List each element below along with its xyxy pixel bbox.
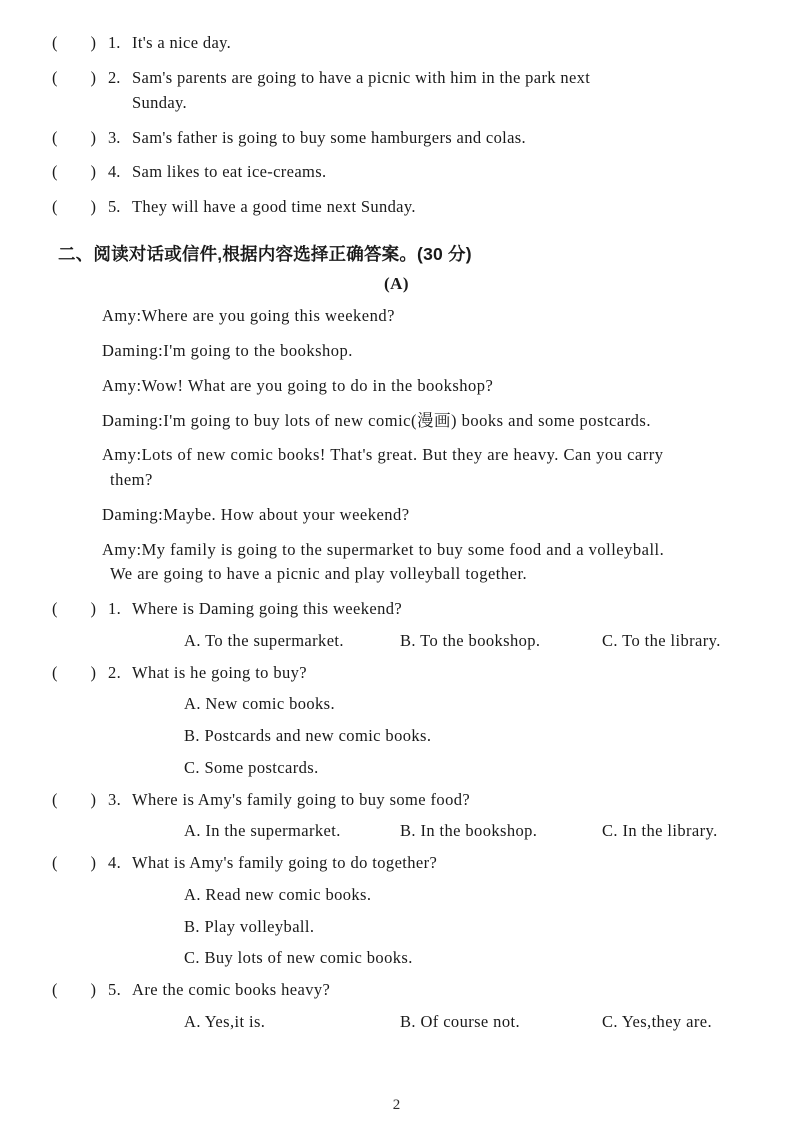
question-block (52, 978, 741, 1035)
item-text (132, 65, 741, 116)
answer-bracket[interactable]: ( ) (52, 662, 96, 682)
dialogue-line: Amy:Wow! What are you going to do in the bookshop? (102, 375, 494, 395)
option-row (52, 756, 741, 781)
option-row (52, 819, 741, 844)
option-a[interactable]: A. New comic books. (184, 694, 336, 714)
option-a[interactable]: A. To the supermarket. (184, 630, 344, 650)
answer-bracket[interactable]: ( ) (52, 789, 96, 809)
answer-bracket[interactable]: ( ) (52, 853, 96, 873)
dialogue-line: Daming:Maybe. How about your weekend? (102, 504, 410, 524)
item-number: 5. (108, 980, 122, 1000)
dialogue-line: Daming:I'm going to the bookshop. (102, 341, 353, 361)
question-list (52, 597, 741, 1035)
answer-bracket[interactable]: ( ) (52, 33, 96, 52)
dialogue-line: Daming:I'm going to buy lots of new comic(漫画) books and some postcards. (102, 410, 651, 430)
question-line (52, 597, 741, 622)
item-number: 2. (108, 662, 122, 682)
item-text: Sam's father is going to buy some hamburgers and colas. (132, 127, 527, 147)
option-b[interactable]: B. Of course not. (400, 1011, 520, 1031)
item-number: 4. (108, 853, 122, 873)
answer-bracket[interactable]: ( ) (52, 127, 96, 147)
page-number: 2 (392, 1097, 401, 1113)
option-row (52, 915, 741, 940)
item-number: 4. (108, 162, 121, 182)
list-item (52, 65, 741, 116)
answer-bracket[interactable]: ( ) (52, 980, 96, 1000)
item-number: 3. (108, 127, 121, 147)
option-c[interactable]: C. Yes,they are. (602, 1011, 712, 1031)
dialogue-line-part1: Amy:Lots of new comic books! That's great. But they are heavy. Can you carry (102, 445, 664, 465)
dialogue-line (52, 443, 741, 493)
dialogue-line-part2: them? (110, 470, 153, 490)
list-item (52, 125, 741, 151)
question-block (52, 788, 741, 845)
item-text: Sam likes to eat ice-creams. (132, 162, 327, 182)
list-item (52, 194, 741, 220)
option-a[interactable]: A. Read new comic books. (184, 884, 372, 904)
option-c[interactable]: C. In the library. (602, 821, 718, 841)
option-b[interactable]: B. Postcards and new comic books. (184, 726, 432, 746)
section-heading: 二、阅读对话或信件,根据内容选择正确答案。(30 分) (58, 244, 472, 265)
option-a[interactable]: A. In the supermarket. (184, 821, 341, 841)
list-item (52, 30, 741, 56)
answer-bracket[interactable]: ( ) (52, 162, 96, 182)
question-block (52, 661, 741, 781)
question-line (52, 851, 741, 876)
question-stem: Where is Amy's family going to buy some food? (132, 789, 471, 809)
item-number: 1. (108, 599, 122, 619)
option-c[interactable]: C. Some postcards. (184, 757, 319, 777)
question-stem: What is Amy's family going to do together? (132, 853, 438, 873)
item-number: 2. (108, 67, 121, 87)
truefalse-list (52, 30, 741, 219)
option-row (52, 946, 741, 971)
question-stem: Are the comic books heavy? (132, 980, 331, 1000)
option-row (52, 724, 741, 749)
item-text: They will have a good time next Sunday. (132, 196, 416, 216)
option-a[interactable]: A. Yes,it is. (184, 1011, 266, 1031)
answer-bracket[interactable]: ( ) (52, 599, 96, 619)
option-c[interactable]: C. To the library. (602, 630, 721, 650)
passage-label: (A) (383, 274, 410, 294)
option-row (52, 692, 741, 717)
dialogue-line (52, 538, 741, 588)
item-text-line1: Sam's parents are going to have a picnic with him in the park next (132, 67, 591, 87)
question-block (52, 597, 741, 654)
item-text: It's a nice day. (132, 33, 232, 52)
item-text-line2: Sunday. (132, 93, 188, 113)
question-stem: What is he going to buy? (132, 662, 308, 682)
answer-bracket[interactable]: ( ) (52, 67, 96, 87)
option-row (52, 629, 741, 654)
item-number: 5. (108, 196, 121, 216)
dialogue-line-part1: Amy:My family is going to the supermarket to buy some food and a volleyball. (102, 539, 665, 559)
question-stem: Where is Daming going this weekend? (132, 599, 403, 619)
item-number: 1. (108, 33, 121, 52)
dialogue-line: Amy:Where are you going this weekend? (102, 306, 395, 326)
option-row (52, 1010, 741, 1035)
option-row (52, 883, 741, 908)
dialogue-line-part2: We are going to have a picnic and play volleyball together. (110, 564, 528, 584)
option-b[interactable]: B. Play volleyball. (184, 916, 315, 936)
list-item (52, 159, 741, 185)
question-line (52, 978, 741, 1003)
answer-bracket[interactable]: ( ) (52, 196, 96, 216)
item-number: 3. (108, 789, 122, 809)
dialogue-block (52, 304, 741, 587)
option-b[interactable]: B. In the bookshop. (400, 821, 538, 841)
question-line (52, 661, 741, 686)
question-line (52, 788, 741, 813)
question-block (52, 851, 741, 971)
option-c[interactable]: C. Buy lots of new comic books. (184, 948, 413, 968)
option-b[interactable]: B. To the bookshop. (400, 630, 541, 650)
